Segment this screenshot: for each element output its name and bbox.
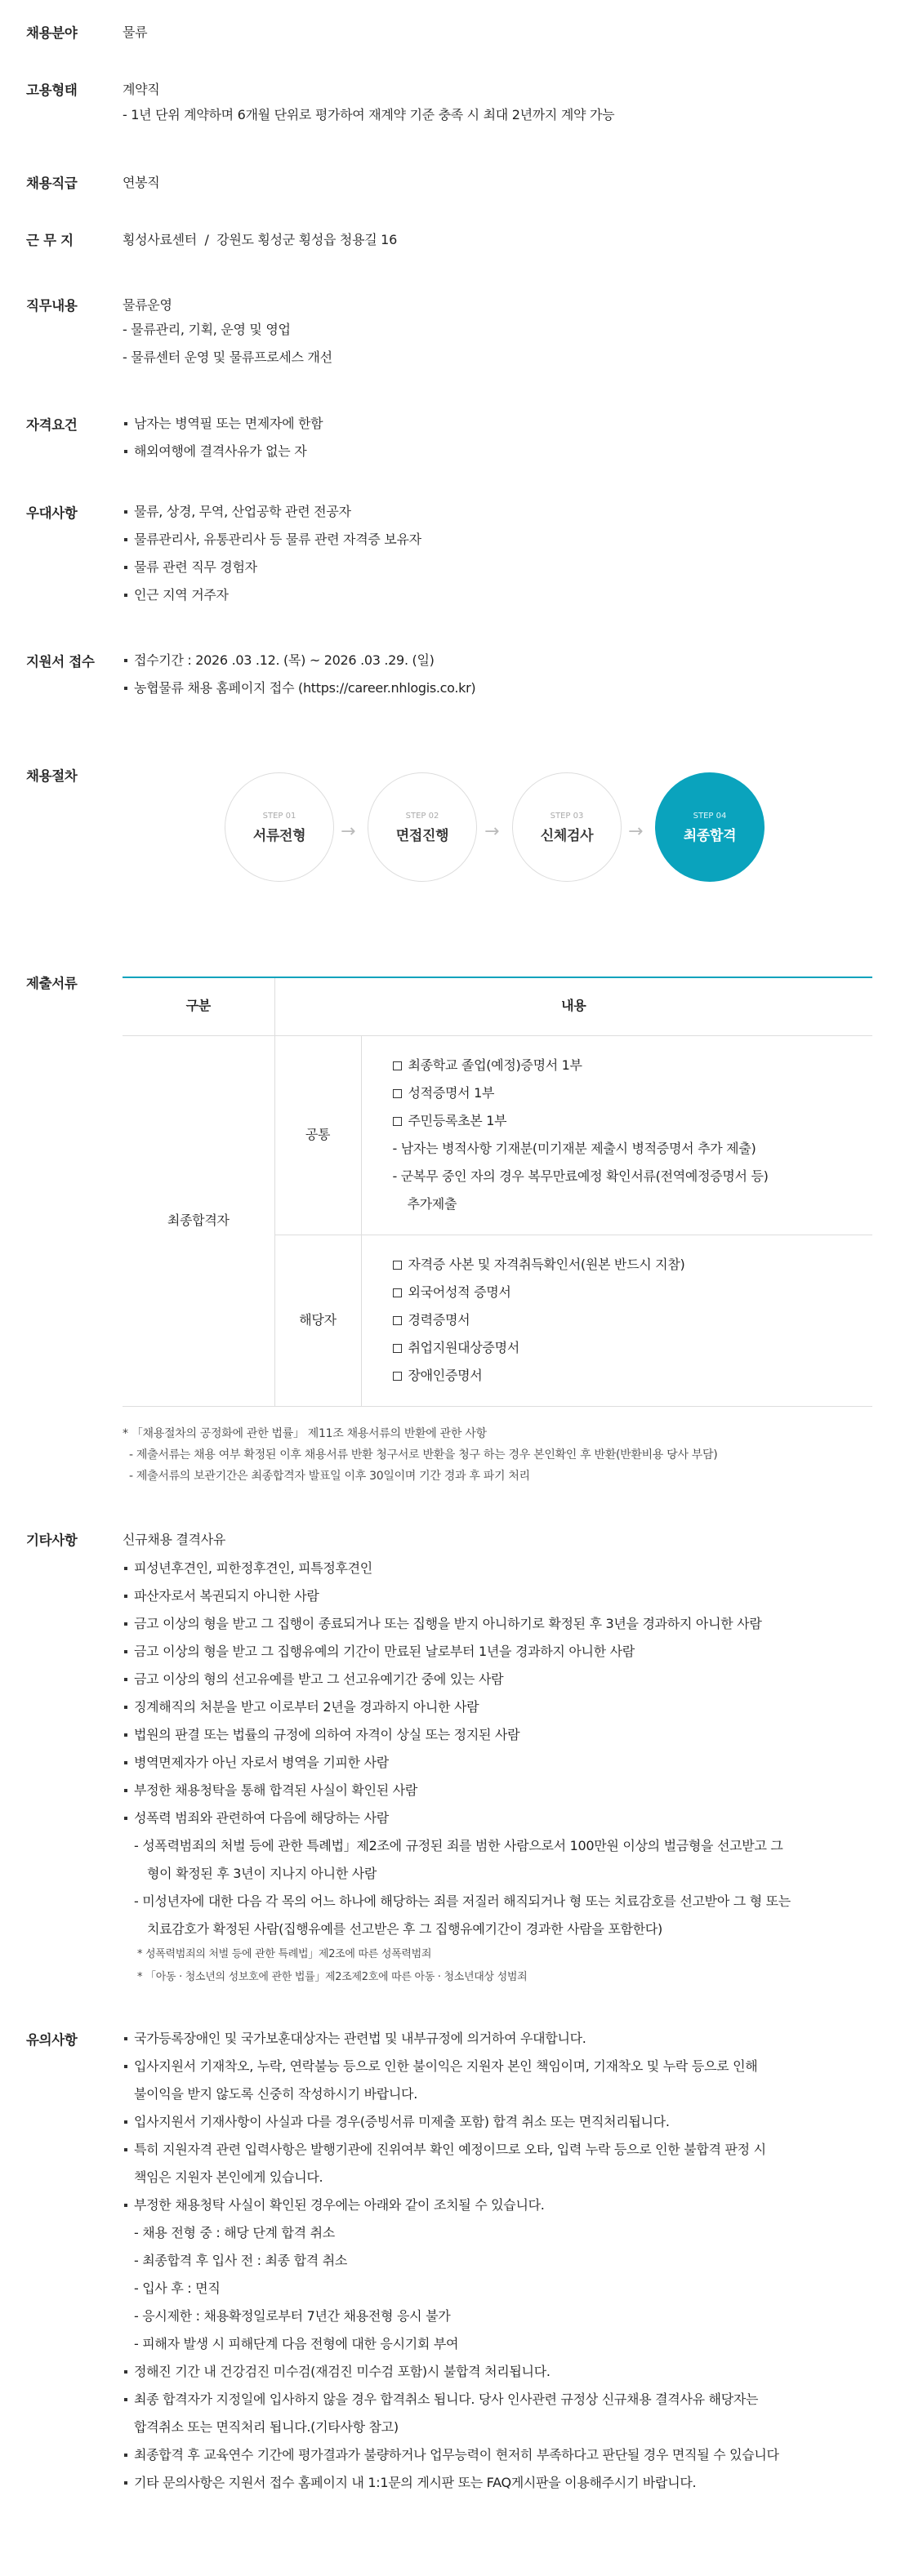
list-item: 주민등록초본 1부: [393, 1107, 873, 1135]
list-item: 금고 이상의 형을 받고 그 집행유예의 기간이 만료된 날로부터 1년을 경과하지 아니한 사람: [123, 1638, 872, 1666]
table-group-cell: 최종합격자: [123, 1035, 274, 1406]
table-content-applicable: [361, 1235, 872, 1406]
application-url: 농협물류 채용 홈페이지 접수 (https://career.nhlogis.co.kr): [123, 674, 872, 702]
list-item: 물류관리사, 유통관리사 등 물류 관련 자격증 보유자: [123, 526, 872, 554]
checkbox-square-icon: [393, 1261, 402, 1270]
caution-line: 최종 합격자가 지정일에 입사하지 않을 경우 합격취소 됩니다. 당사 인사관련 규정상 신규채용 결격사유 해당자는: [123, 2386, 872, 2414]
duty-title: 물류운영: [123, 297, 172, 313]
list-item: 접수기간 : 2026 .03 .12. (목) ~ 2026 .03 .29. (일): [123, 647, 872, 674]
caution-line: - 피해자 발생 시 피해단계 다음 전형에 대한 응시기회 부여: [134, 2336, 459, 2351]
list-item: 피성년후견인, 피한정후견인, 피특정후견인: [123, 1555, 872, 1582]
caution-line: 기타 문의사항은 지원서 접수 홈페이지 내 1:1문의 게시판 또는 FAQ게시판을 이용해주시기 바랍니다.: [123, 2469, 872, 2497]
caution-line: 정해진 기간 내 건강검진 미수검(재검진 미수검 포함)시 불합격 처리됩니다.: [123, 2358, 872, 2386]
checkbox-square-icon: [393, 1344, 402, 1353]
caution-line: - 응시제한 : 채용확정일로부터 7년간 채용전형 응시 불가: [134, 2308, 451, 2324]
caution-line: 국가등록장애인 및 국가보훈대상자는 관련법 및 내부규정에 의거하여 우대합니다.: [123, 2025, 872, 2053]
section-label: 제출서류: [26, 976, 78, 991]
list-item: - 물류센터 운영 및 물류프로세스 개선: [123, 349, 332, 365]
step-document-screening: [225, 772, 334, 882]
list-item: 금고 이상의 형의 선고유예를 받고 그 선고유예기간 중에 있는 사람: [123, 1666, 872, 1693]
documents-table: [123, 977, 872, 1487]
caution-line: 합격취소 또는 면직처리 됩니다.(기타사항 참고): [134, 2419, 399, 2435]
list-item: 금고 이상의 형을 받고 그 집행이 종료되거나 또는 집행을 받지 아니하기로 확정된 후 3년을 경과하지 아니한 사람: [123, 1610, 872, 1638]
section-label: 유의사항: [26, 2032, 78, 2048]
note-line: * 「채용절차의 공정화에 관한 법률」 제11조 채용서류의 반환에 관한 사항: [123, 1426, 487, 1440]
step-name: 서류전형: [252, 828, 306, 844]
list-item: 자격증 사본 및 자격취득확인서(원본 반드시 지참): [393, 1251, 873, 1279]
note-line: - 제출서류의 보관기간은 최종합격자 발표일 이후 30일이며 기간 경과 후 파기 처리: [129, 1469, 530, 1483]
list-subitem: - 성폭력범죄의 처벌 등에 관한 특례법」제2조에 규정된 죄를 범한 사람으로서 100만원 이상의 벌금형을 선고받고 그: [134, 1838, 783, 1853]
list-item: 외국어성적 증명서: [393, 1279, 873, 1306]
section-label: 우대사항: [26, 505, 78, 521]
list-item: 물류, 상경, 무역, 산업공학 관련 전공자: [123, 498, 872, 526]
list-item: 물류 관련 직무 경험자: [123, 554, 872, 581]
list-item: 장애인증명서: [393, 1362, 873, 1390]
section-label: 고용형태: [26, 82, 78, 98]
list-item: - 물류관리, 기획, 운영 및 영업: [123, 321, 291, 337]
caution-line: 불이익을 받지 않도록 신중히 작성하시기 바랍니다.: [134, 2086, 417, 2102]
list-subitem: 형이 확정된 후 3년이 지나지 아니한 사람: [147, 1866, 377, 1881]
table-subgroup-applicable: 해당자: [274, 1235, 361, 1406]
arrow-right-icon: →: [628, 821, 644, 842]
section-label: 자격요건: [26, 417, 78, 433]
checkbox-square-icon: [393, 1372, 402, 1381]
footnote: * 성폭력범죄의 처벌 등에 관한 특례법」제2조에 따른 성폭력범죄: [137, 1948, 432, 1960]
table-row: [123, 1035, 872, 1235]
caution-line: 최종합격 후 교육연수 기간에 평가결과가 불량하거나 업무능력이 현저히 부족하다고 판단될 경우 면직될 수 있습니다: [123, 2441, 872, 2469]
list-item: - 남자는 병적사항 기재분(미기재분 제출시 병적증명서 추가 제출): [392, 1141, 756, 1156]
section-label: 근 무 지: [26, 233, 74, 248]
arrow-right-icon: →: [341, 821, 356, 842]
other-title: 신규채용 결격사유: [123, 1532, 226, 1547]
step-number: STEP 03: [550, 812, 584, 821]
table-subgroup-common: 공통: [274, 1035, 361, 1235]
table-header-category: 구분: [123, 978, 274, 1035]
table-header-content: 내용: [274, 978, 872, 1035]
list-item: 해외여행에 결격사유가 없는 자: [123, 438, 872, 465]
caution-line: - 채용 전형 중 : 해당 단계 합격 취소: [134, 2225, 335, 2240]
note-line: - 제출서류는 채용 여부 확정된 이후 채용서류 반환 청구서로 반환을 청구 하는 경우 본인확인 후 반환(반환비용 당사 부담): [129, 1448, 718, 1462]
table-content-common: [361, 1035, 872, 1235]
checkbox-square-icon: [393, 1316, 402, 1325]
caution-line: - 최종합격 후 입사 전 : 최종 합격 취소: [134, 2253, 348, 2268]
employment-value: 계약직: [123, 82, 160, 97]
step-name: 면접진행: [395, 828, 449, 844]
list-item: 파산자로서 복권되지 아니한 사람: [123, 1582, 872, 1610]
caution-list: [123, 2025, 872, 2497]
section-label: 기타사항: [26, 1533, 78, 1548]
documents-notes: [123, 1423, 872, 1487]
caution-line: 책임은 지원자 본인에게 있습니다.: [134, 2169, 323, 2185]
list-item: 부정한 채용청탁을 통해 합격된 사실이 확인된 사람: [123, 1777, 872, 1804]
step-name: 신체검사: [540, 828, 594, 844]
step-final-pass: [655, 772, 765, 882]
section-label: 채용직급: [26, 176, 78, 191]
process-steps-track: [225, 772, 780, 895]
caution-line: - 입사 후 : 면직: [134, 2280, 221, 2296]
step-interview: [368, 772, 477, 882]
list-item: 경력증명서: [393, 1306, 873, 1334]
list-item: 징계해직의 처분을 받고 이로부터 2년을 경과하지 아니한 사람: [123, 1693, 872, 1721]
list-item: 최종학교 졸업(예정)증명서 1부: [393, 1052, 873, 1079]
footnote: * 「아동 · 청소년의 성보호에 관한 법률」제2조제2호에 따른 아동 · 청소년대상 성범죄: [137, 1971, 528, 1983]
section-label: 채용절차: [26, 768, 78, 784]
list-item: 법원의 판결 또는 법률의 규정에 의하여 자격이 상실 또는 정지된 사람: [123, 1721, 872, 1749]
step-number: STEP 02: [405, 812, 439, 821]
grade-value: 연봉직: [123, 175, 160, 190]
checkbox-square-icon: [393, 1288, 402, 1297]
list-subitem: 치료감호가 확정된 사람(집행유예를 선고받은 후 그 집행유예기간이 경과한 사람을 포함한다): [147, 1921, 662, 1937]
section-label: 직무내용: [26, 298, 78, 314]
list-item: 추가제출: [407, 1196, 457, 1212]
arrow-right-icon: →: [484, 821, 500, 842]
step-name: 최종합격: [683, 828, 737, 844]
checkbox-square-icon: [393, 1117, 402, 1126]
list-item: 남자는 병역필 또는 면제자에 한함: [123, 410, 872, 438]
list-item: - 군복무 중인 자의 경우 복무만료예정 확인서류(전역예정증명서 등): [392, 1168, 769, 1184]
list-item: 취업지원대상증명서: [393, 1334, 873, 1362]
employment-detail: - 1년 단위 계약하며 6개월 단위로 평가하여 재계약 기준 충족 시 최대 2년까지 계약 가능: [123, 106, 615, 122]
list-item: 성폭력 범죄와 관련하여 다음에 해당하는 사람: [123, 1804, 872, 1832]
step-number: STEP 01: [262, 812, 296, 821]
process-steps: [0, 772, 905, 887]
section-label: 채용분야: [26, 25, 78, 41]
section-label: 지원서 접수: [26, 654, 95, 670]
checkbox-square-icon: [393, 1089, 402, 1098]
caution-line: 특히 지원자격 관련 입력사항은 발행기관에 진위여부 확인 예정이므로 오타, 입력 누락 등으로 인한 불합격 판정 시: [123, 2136, 872, 2164]
list-item: 성적증명서 1부: [393, 1079, 873, 1107]
field-value: 물류: [123, 24, 148, 40]
step-medical-check: [512, 772, 622, 882]
list-item: 병역면제자가 아닌 자로서 병역을 기피한 사람: [123, 1749, 872, 1777]
step-number: STEP 04: [693, 812, 727, 821]
checkbox-square-icon: [393, 1061, 402, 1070]
list-item: 인근 지역 거주자: [123, 581, 872, 609]
caution-line: 입사지원서 기재사항이 사실과 다를 경우(증빙서류 미제출 포함) 합격 취소 또는 면직처리됩니다.: [123, 2108, 872, 2136]
caution-line: 입사지원서 기재착오, 누락, 연락불능 등으로 인한 불이익은 지원자 본인 책임이며, 기재착오 및 누락 등으로 인해: [123, 2053, 872, 2080]
caution-line: 부정한 채용청탁 사실이 확인된 경우에는 아래와 같이 조치될 수 있습니다.: [123, 2191, 872, 2219]
location-value: 횡성사료센터 / 강원도 횡성군 횡성읍 청용길 16: [123, 232, 397, 247]
list-subitem: - 미성년자에 대한 다음 각 목의 어느 하나에 해당하는 죄를 저질러 해직되거나 형 또는 치료감호를 선고받아 그 형 또는: [134, 1893, 791, 1909]
